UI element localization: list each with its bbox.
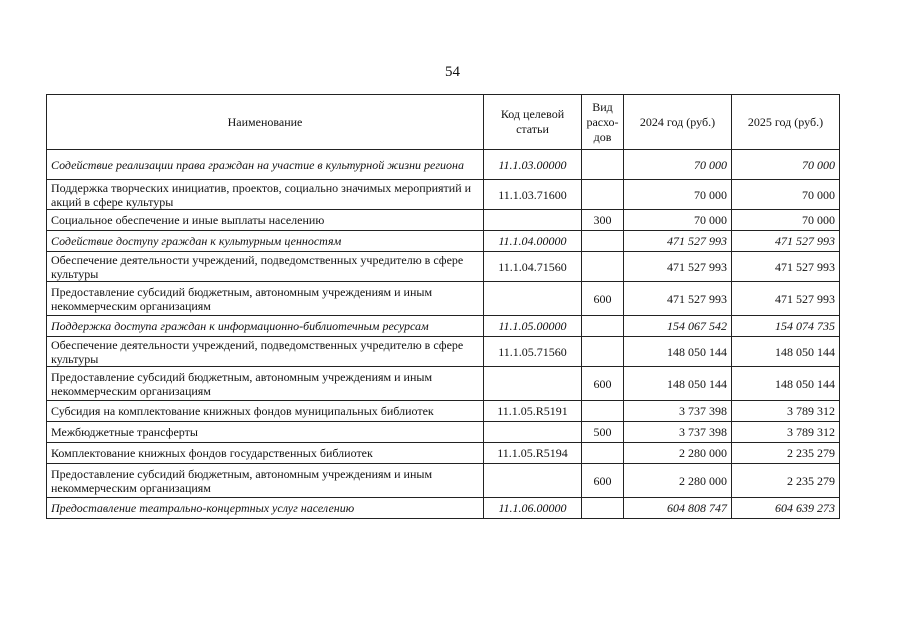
table-row [47, 210, 840, 231]
row-2025: 70 000 [732, 180, 840, 210]
row-type: 600 [582, 282, 624, 316]
row-name: Обеспечение деятельности учреждений, подведомственных учредителю в сфере культуры [47, 252, 484, 282]
row-type [582, 401, 624, 422]
table-row [47, 282, 840, 316]
row-2025: 2 235 279 [732, 443, 840, 464]
table-row [47, 498, 840, 519]
row-2025: 70 000 [732, 210, 840, 231]
row-code [484, 282, 582, 316]
row-name: Комплектование книжных фондов государственных библиотек [47, 443, 484, 464]
row-2025: 3 789 312 [732, 401, 840, 422]
row-code: 11.1.03.71600 [484, 180, 582, 210]
table-row [47, 464, 840, 498]
header-type: Вид расхо-дов [582, 95, 624, 150]
header-2024: 2024 год (руб.) [624, 95, 732, 150]
row-name: Предоставление субсидий бюджетным, автономным учреждениям и иным некоммерческим организациям [47, 367, 484, 401]
table-row [47, 180, 840, 210]
row-type [582, 150, 624, 180]
row-code: 11.1.05.R5191 [484, 401, 582, 422]
row-type [582, 252, 624, 282]
row-type: 500 [582, 422, 624, 443]
row-code: 11.1.05.71560 [484, 337, 582, 367]
row-2024: 148 050 144 [624, 337, 732, 367]
row-type: 300 [582, 210, 624, 231]
row-2024: 3 737 398 [624, 422, 732, 443]
row-type [582, 337, 624, 367]
row-code: 11.1.04.00000 [484, 231, 582, 252]
row-type [582, 443, 624, 464]
row-name: Предоставление субсидий бюджетным, автономным учреждениям и иным некоммерческим организациям [47, 464, 484, 498]
row-code: 11.1.03.00000 [484, 150, 582, 180]
row-2024: 604 808 747 [624, 498, 732, 519]
row-2025: 70 000 [732, 150, 840, 180]
row-2025: 471 527 993 [732, 231, 840, 252]
row-type: 600 [582, 367, 624, 401]
row-2024: 70 000 [624, 210, 732, 231]
table-row [47, 252, 840, 282]
table-row [47, 401, 840, 422]
row-name: Содействие реализации права граждан на участие в культурной жизни региона [47, 150, 484, 180]
row-code: 11.1.05.00000 [484, 316, 582, 337]
row-2024: 3 737 398 [624, 401, 732, 422]
row-2025: 471 527 993 [732, 282, 840, 316]
header-2025: 2025 год (руб.) [732, 95, 840, 150]
page-number: 54 [445, 64, 460, 80]
row-2024: 471 527 993 [624, 282, 732, 316]
row-type: 600 [582, 464, 624, 498]
header-code: Код целевой статьи [484, 95, 582, 150]
table-row [47, 316, 840, 337]
row-2024: 471 527 993 [624, 252, 732, 282]
row-2024: 2 280 000 [624, 464, 732, 498]
row-2025: 154 074 735 [732, 316, 840, 337]
row-type [582, 316, 624, 337]
budget-table [46, 94, 840, 519]
table-row [47, 443, 840, 464]
table-row [47, 337, 840, 367]
row-2024: 70 000 [624, 150, 732, 180]
row-type [582, 231, 624, 252]
row-name: Предоставление субсидий бюджетным, автономным учреждениям и иным некоммерческим организациям [47, 282, 484, 316]
row-code [484, 367, 582, 401]
row-code: 11.1.05.R5194 [484, 443, 582, 464]
header-name: Наименование [47, 95, 484, 150]
row-code [484, 422, 582, 443]
table-row [47, 150, 840, 180]
row-2024: 70 000 [624, 180, 732, 210]
table-row [47, 231, 840, 252]
row-2025: 3 789 312 [732, 422, 840, 443]
row-code: 11.1.06.00000 [484, 498, 582, 519]
row-name: Предоставление театрально-концертных услуг населению [47, 498, 484, 519]
row-type [582, 180, 624, 210]
row-name: Содействие доступу граждан к культурным ценностям [47, 231, 484, 252]
row-2025: 604 639 273 [732, 498, 840, 519]
row-name: Межбюджетные трансферты [47, 422, 484, 443]
table-row [47, 422, 840, 443]
row-2025: 2 235 279 [732, 464, 840, 498]
row-name: Поддержка доступа граждан к информационно-библиотечным ресурсам [47, 316, 484, 337]
row-name: Обеспечение деятельности учреждений, подведомственных учредителю в сфере культуры [47, 337, 484, 367]
row-code [484, 464, 582, 498]
row-name: Поддержка творческих инициатив, проектов, социально значимых мероприятий и акций в сфере культуры [47, 180, 484, 210]
row-2025: 148 050 144 [732, 367, 840, 401]
row-2024: 2 280 000 [624, 443, 732, 464]
row-name: Социальное обеспечение и иные выплаты населению [47, 210, 484, 231]
row-2024: 471 527 993 [624, 231, 732, 252]
row-name: Субсидия на комплектование книжных фондов муниципальных библиотек [47, 401, 484, 422]
row-2025: 471 527 993 [732, 252, 840, 282]
table-row [47, 367, 840, 401]
row-code [484, 210, 582, 231]
row-code: 11.1.04.71560 [484, 252, 582, 282]
row-2025: 148 050 144 [732, 337, 840, 367]
header-row [47, 95, 840, 150]
row-type [582, 498, 624, 519]
row-2024: 154 067 542 [624, 316, 732, 337]
row-2024: 148 050 144 [624, 367, 732, 401]
